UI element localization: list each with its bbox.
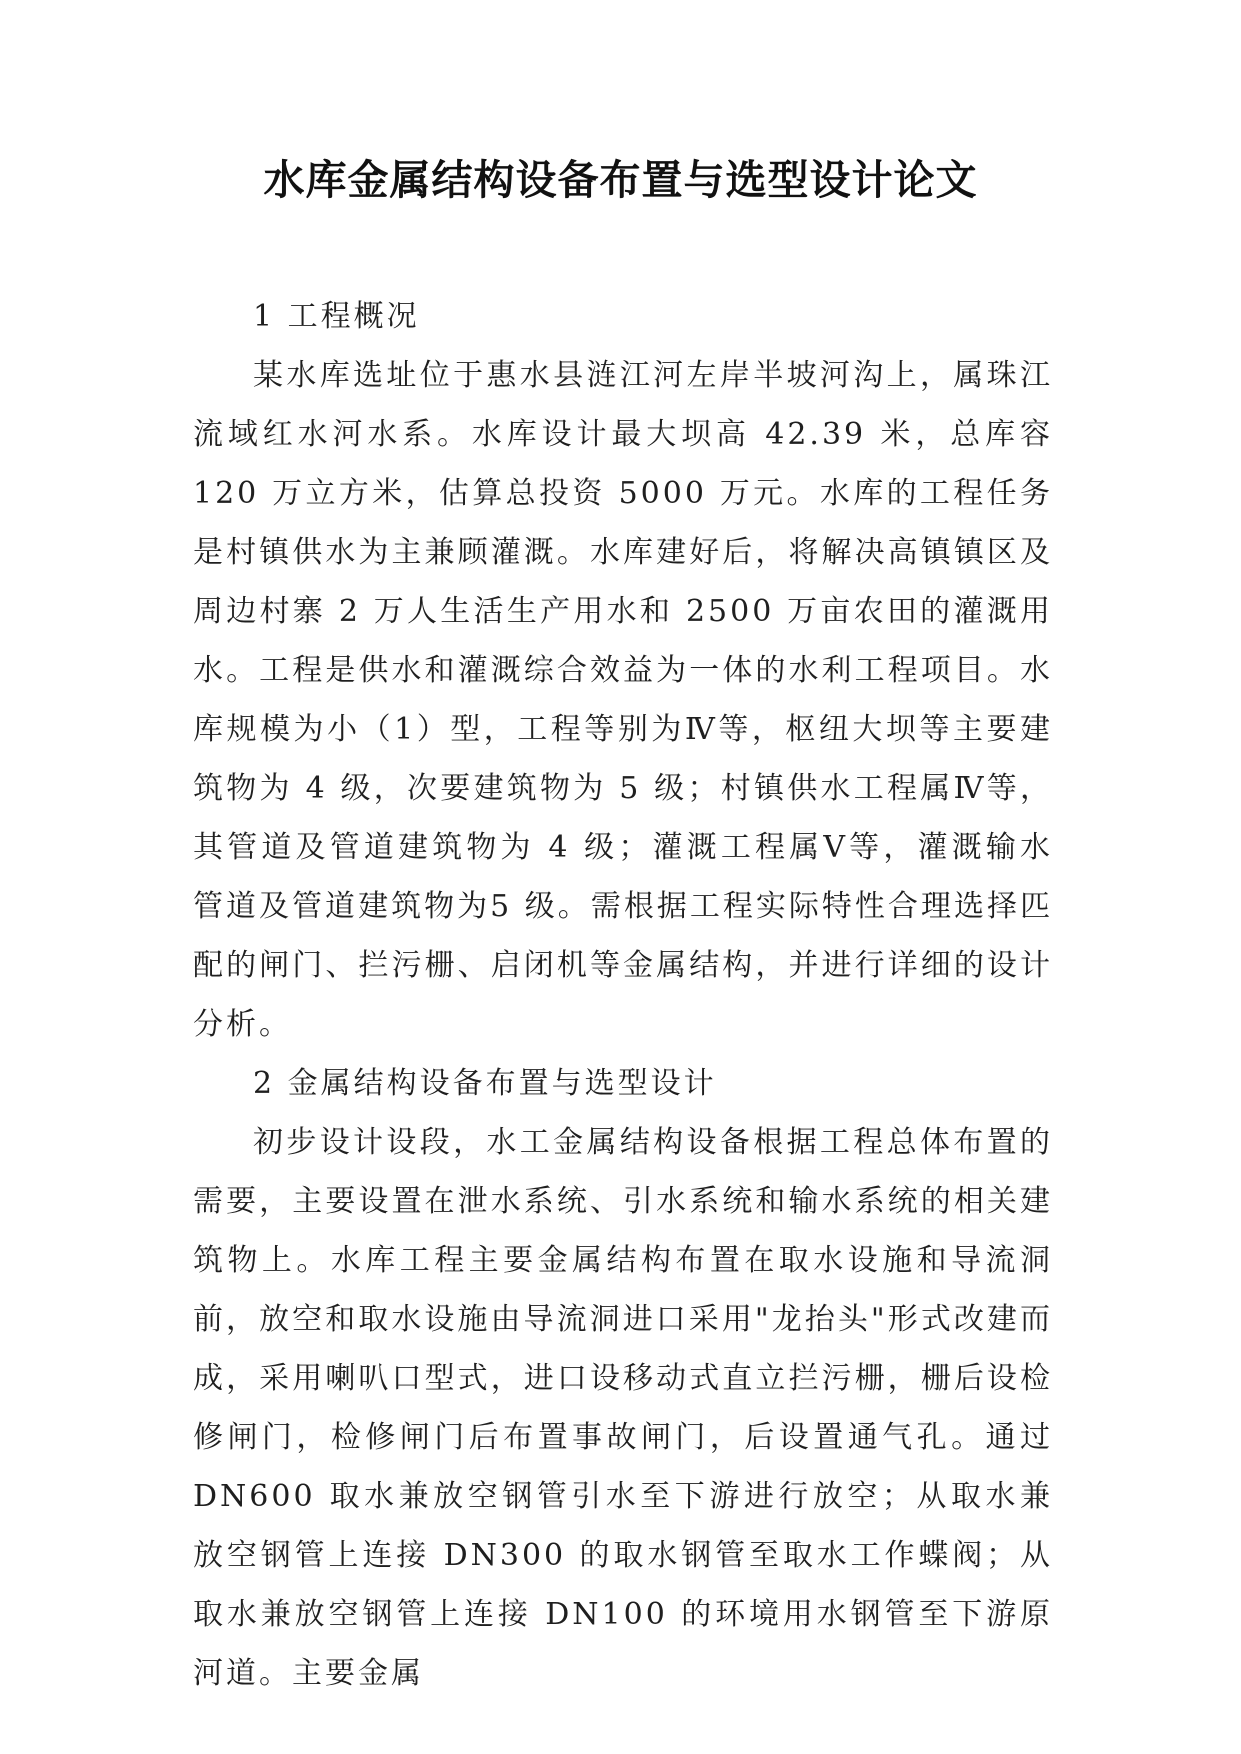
section-heading-overview: 1 工程概况	[253, 299, 420, 334]
paragraph-layout-design: 初步设计设段，水工金属结构设备根据工程总体布置的需要，主要设置在泄水系统、引水系统和输水系统的相关建筑物上。水库工程主要金属结构布置在取水设施和导流洞前，放空和取水设施由导流洞进口采用"龙抬头"形式改建而成，采用喇叭口型式，进口设移动式直立拦污栅，栅后设检修闸门，检修闸门后布置事故闸门，后设置通气孔。通过 DN600 取水兼放空钢管引水至下游进行放空；从取水兼放空钢管上连接 DN300 的取水钢管至取水工作蝶阀；从取水兼放空钢管上连接 DN100 的环境用水钢管至下游原河道。主要金属	[193, 1125, 1053, 1691]
paragraph-overview: 某水库选址位于惠水县涟江河左岸半坡河沟上，属珠江流域红水河水系。水库设计最大坝高 42.39 米，总库容 120 万立方米，估算总投资 5000 万元。水库的工程任务是村镇供水为主兼顾灌溉。水库建好后，将解决高镇镇区及周边村寨 2 万人生活生产用水和 2500 万亩农田的灌溉用水。工程是供水和灌溉综合效益为一体的水利工程项目。水库规模为小（1）型，工程等别为Ⅳ等，枢纽大坝等主要建筑物为 4 级，次要建筑物为 5 级；村镇供水工程属Ⅳ等，其管道及管道建筑物为 4 级；灌溉工程属Ⅴ等，灌溉输水管道及管道建筑物为5 级。需根据工程实际特性合理选择匹配的闸门、拦污栅、启闭机等金属结构，并进行详细的设计分析。	[193, 358, 1053, 1042]
document-title: 水库金属结构设备布置与选型设计论文	[263, 156, 978, 204]
document-body	[193, 287, 1053, 1703]
section-heading-layout-design: 2 金属结构设备布置与选型设计	[253, 1066, 717, 1101]
